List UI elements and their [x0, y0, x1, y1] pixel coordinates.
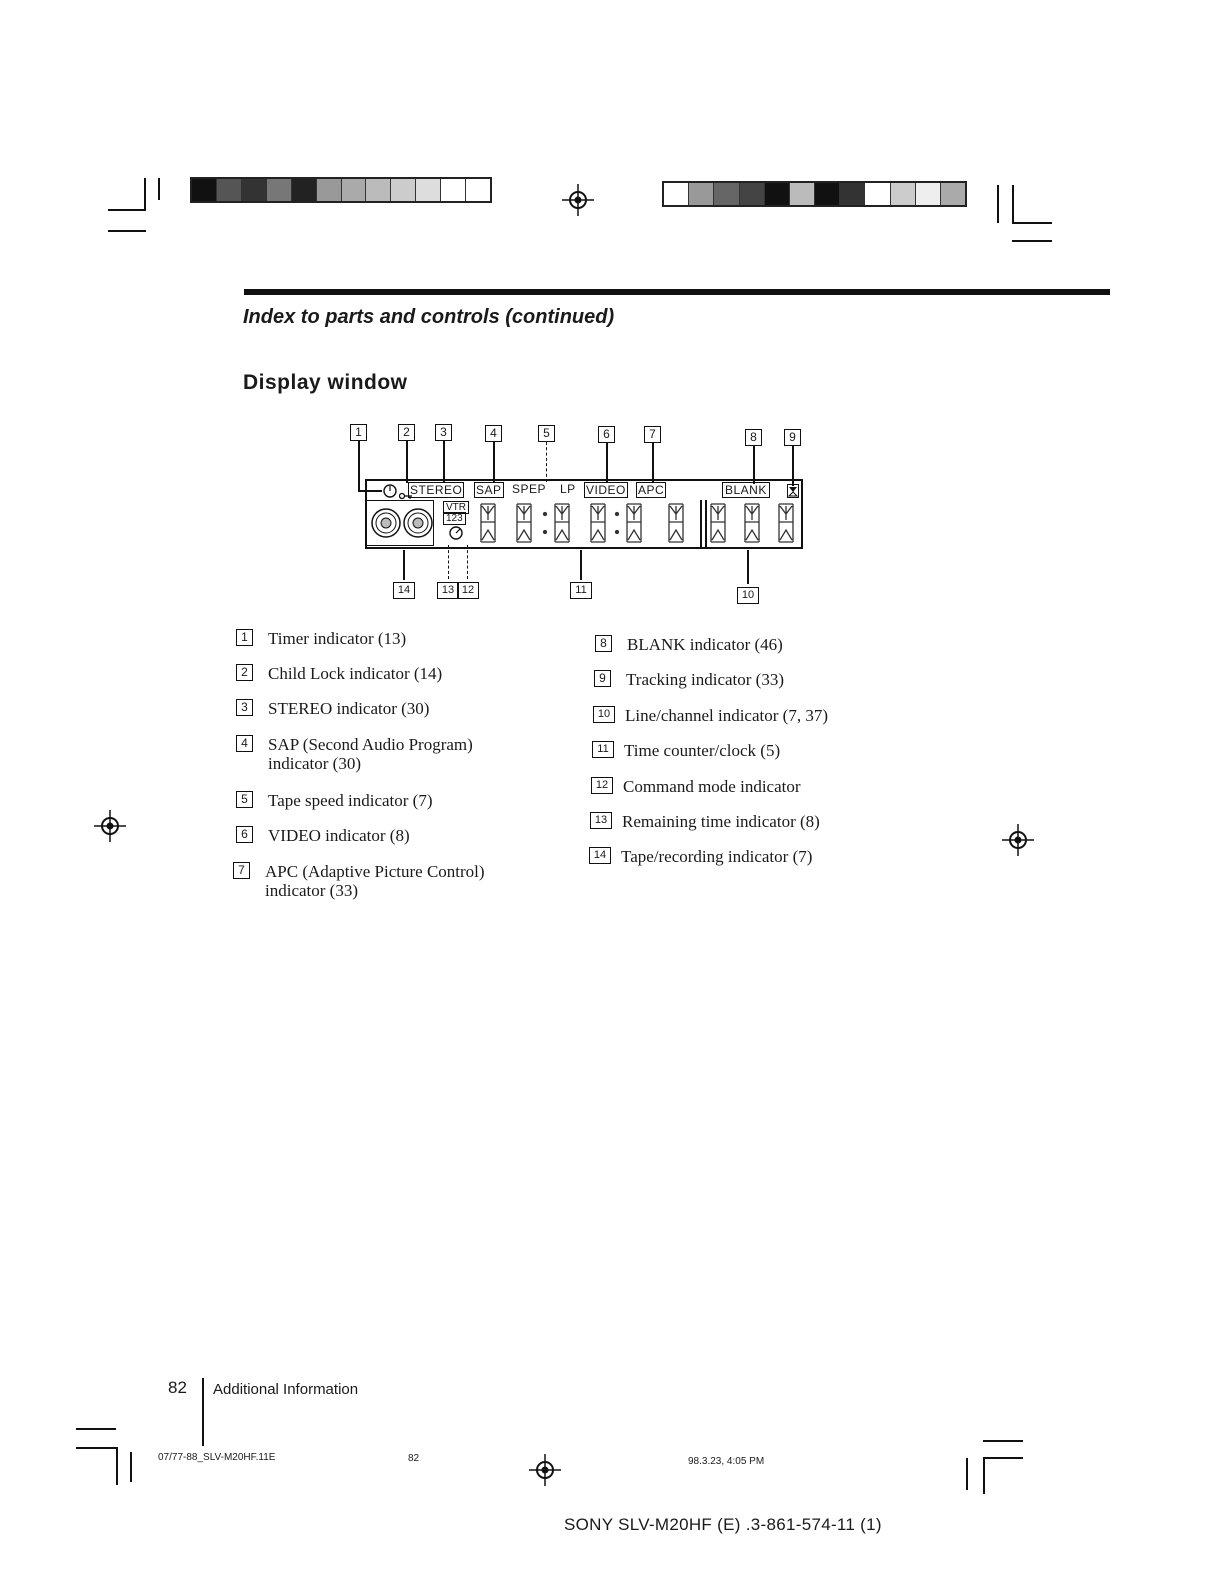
list-item: 5 Tape speed indicator (7)	[236, 791, 566, 813]
time-counter-segments	[478, 502, 698, 546]
footer-timestamp: 98.3.23, 4:05 PM	[688, 1456, 765, 1467]
section-title: Display window	[243, 371, 408, 394]
callout-5: 5	[538, 425, 555, 442]
color-bar-left	[190, 177, 492, 203]
sap-indicator: SAP	[476, 483, 502, 497]
callout-6: 6	[598, 426, 615, 443]
callout-12: 12	[457, 582, 479, 599]
list-item: 1 Timer indicator (13)	[236, 629, 566, 651]
vtr-numbers: 123	[443, 512, 466, 525]
tape-reel-icon	[370, 505, 434, 541]
sp-ep-indicator: SPEP	[512, 482, 547, 496]
callout-1: 1	[350, 424, 367, 441]
vtr-label: VTR	[443, 501, 469, 514]
video-indicator: VIDEO	[586, 483, 626, 497]
callout-4: 4	[485, 425, 502, 442]
footer-divider	[202, 1378, 204, 1446]
footer-file-name: 07/77-88_SLV-M20HF.11E	[158, 1452, 276, 1463]
header-rule	[244, 289, 1110, 295]
callout-7: 7	[644, 426, 661, 443]
line-channel-segments	[708, 502, 800, 546]
footer-section: Additional Information	[213, 1381, 359, 1398]
list-item: 14 Tape/recording indicator (7)	[589, 847, 919, 869]
list-item: 7 APC (Adaptive Picture Control) indicator (33)	[233, 862, 563, 906]
list-item: 4 SAP (Second Audio Program) indicator (30)	[236, 735, 566, 779]
registration-target-icon	[560, 182, 596, 218]
callout-8: 8	[745, 429, 762, 446]
callout-9: 9	[784, 429, 801, 446]
color-bar-right	[662, 181, 967, 207]
list-item: 8 BLANK indicator (46)	[595, 635, 925, 657]
list-item: 3 STEREO indicator (30)	[236, 699, 566, 721]
footer-print-page: 82	[408, 1453, 420, 1464]
lp-indicator: LP	[560, 482, 576, 496]
callout-11: 11	[570, 582, 592, 599]
model-line: SONY SLV-M20HF (E) .3-861-574-11 (1)	[564, 1515, 882, 1534]
list-item: 10 Line/channel indicator (7, 37)	[593, 706, 923, 728]
list-item: 13 Remaining time indicator (8)	[590, 812, 920, 834]
blank-indicator: BLANK	[722, 482, 770, 498]
stereo-indicator: STEREO	[410, 483, 463, 497]
apc-indicator: APC	[638, 483, 665, 497]
callout-10: 10	[737, 587, 759, 604]
list-item: 2 Child Lock indicator (14)	[236, 664, 566, 686]
remaining-time-icon	[448, 525, 464, 541]
list-item: 11 Time counter/clock (5)	[592, 741, 922, 763]
registration-target-icon	[527, 1452, 563, 1488]
callout-13: 13	[437, 582, 459, 599]
list-item: 9 Tracking indicator (33)	[594, 670, 924, 692]
callout-14: 14	[393, 582, 415, 599]
callout-3: 3	[435, 424, 452, 441]
registration-target-icon	[92, 808, 128, 844]
page-title: Index to parts and controls (continued)	[243, 306, 615, 328]
list-item: 6 VIDEO indicator (8)	[236, 826, 566, 848]
callout-2: 2	[398, 424, 415, 441]
registration-target-icon	[1000, 822, 1036, 858]
page-number: 82	[168, 1378, 187, 1397]
list-item: 12 Command mode indicator	[591, 777, 921, 799]
